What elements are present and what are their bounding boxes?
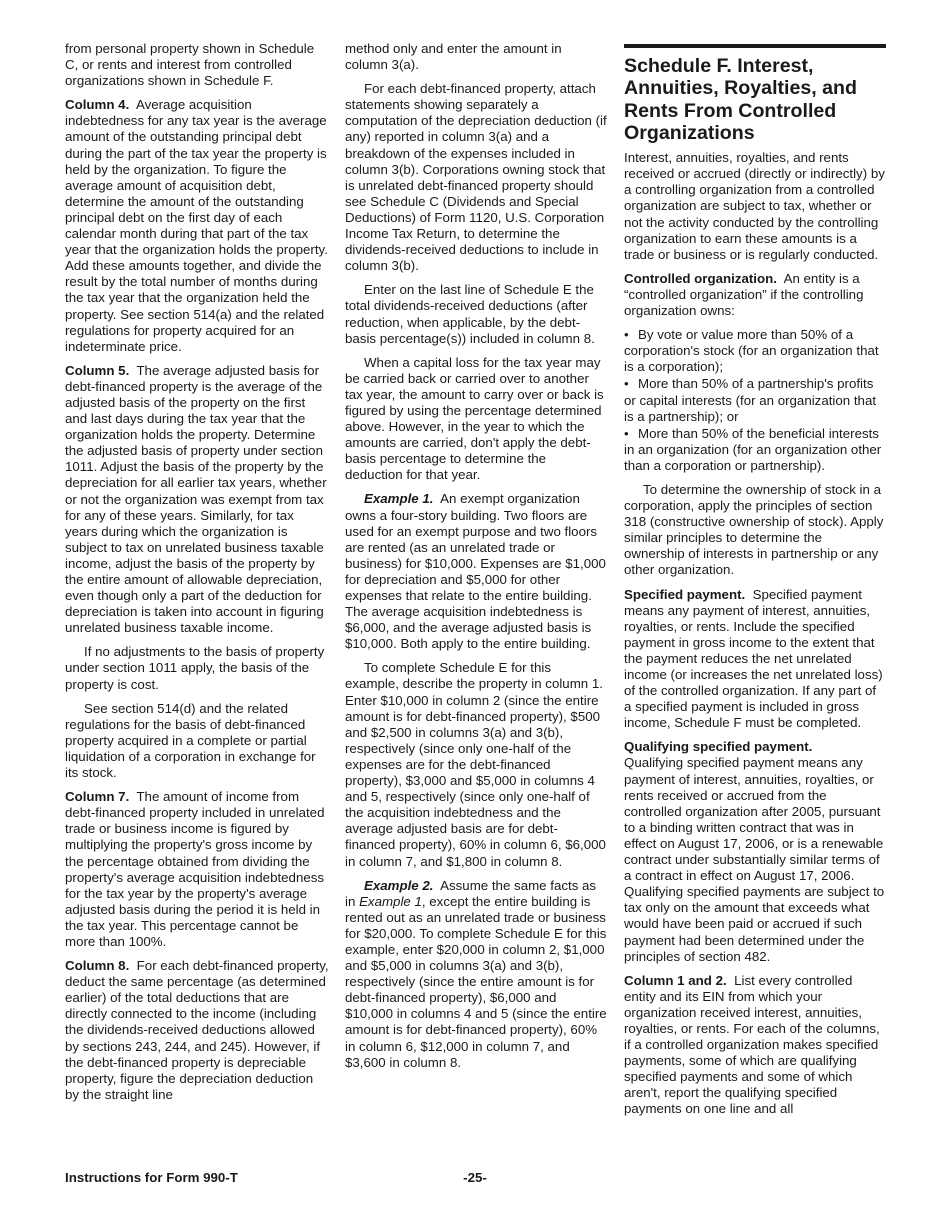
list-item (624, 376, 886, 424)
bullet-icon: • (624, 376, 629, 392)
footer-page-number: -25- (463, 1170, 487, 1185)
paragraph-example-1 (345, 491, 607, 652)
paragraph-see-514d: See section 514(d) and the related regulations for the basis of debt-financed property acquired in a complete or partial liquidation of a corporation in exchange for its stock. (65, 700, 316, 781)
text-example-2a: Assume the same facts as in (345, 877, 597, 909)
bullet-icon: • (624, 327, 629, 343)
text-column-1-2: List every controlled entity and its EIN from which your organization received interest, annuities, royalties, or rents. For each of the columns, if a controlled organization makes specified payments, some of which are qualifying specified payments and some of which aren't, report the qualifying specified payments on one line and all (624, 972, 880, 1117)
section-rule (624, 44, 886, 48)
heading-column-7: Column 7. (65, 789, 130, 805)
text-example-1: An exempt organization owns a four-story building. Two floors are used for an exempt purpose and two floors are rented (as an unrelated trade or business) for $10,000. Expenses are $1,000 for depreciation and $5,000 for other expenses that relate to the entire building. The average acquisition indebtedness is $6,000, and the average adjusted basis is $10,000. Both apply to the entire building. (345, 491, 606, 652)
list-item-text: More than 50% of a partnership's profits or capital interests (for an organization that is a partnership); or (624, 376, 877, 424)
list-item (624, 426, 886, 474)
paragraph-column-4 (65, 97, 330, 355)
paragraph-no-adjustments: If no adjustments to the basis of property under section 1011 apply, the basis of the property is cost. (65, 644, 325, 692)
column-middle (345, 41, 607, 1071)
footer-form-name: Instructions for Form 990-T (65, 1170, 238, 1185)
list-item (624, 327, 886, 375)
heading-column-4: Column 4. (65, 97, 130, 113)
heading-controlled-org: Controlled organization. (624, 270, 777, 286)
paragraph-last-line: Enter on the last line of Schedule E the total dividends-received deductions (after reduction, when applicable, by the debt-basis percentage(s)) included in column 8. (345, 282, 595, 346)
text-column-4: Average acquisition indebtedness for any tax year is the average amount of the outstanding principal debt during the part of the tax year the property is held by the organization. To figure the average amount of acquisition debt, determine the amount of the outstanding principal debt on the first day of each calendar month during that part of the tax year that the organization holds the property. Add these amounts together, and divide the result by the total number of months during the tax year that the organization held the property. See section 514(a) and the related regulations for property acquired for an indeterminate price. (65, 97, 328, 354)
paragraph-capital-loss: When a capital loss for the tax year may be carried back or carried over to another tax year, the amount to carry over or back is figured by using the percentage determined above. However, in the year to which the amounts are carried, don't apply the debt-basis percentage to determine the deduction for that year. (345, 354, 604, 483)
list-item-text: More than 50% of the beneficial interests in an organization (for an organization other than a corporation or partnership). (624, 425, 882, 473)
column-right (624, 41, 886, 1118)
schedule-f-title: Schedule F. Interest, Annuities, Royalties, and Rents From Controlled Organizations (624, 55, 857, 144)
paragraph-column-1-2 (624, 973, 886, 1118)
text-controlled-org: An entity is a “controlled organization” if the controlling organization owns: (624, 270, 864, 319)
heading-column-8: Column 8. (65, 958, 130, 974)
paragraph-ownership: To determine the ownership of stock in a corporation, apply the principles of section 318 (constructive ownership of stock). Apply similar principles to determine the ownership of interests in partnership or any other organization. (624, 481, 884, 578)
paragraph-example-2 (345, 878, 607, 1071)
ref-example-1: Example 1 (359, 893, 422, 909)
heading-column-1-2: Column 1 and 2. (624, 972, 727, 988)
paragraph-intro: Interest, annuities, royalties, and rents received or accrued (directly or indirectly) by a controlling organization from a controlled organization are subject to tax, whether or not the activity conducted by the controlling organization to earn these amounts is a trade or business or is regularly conducted. (624, 150, 885, 262)
paragraph-column-8 (65, 958, 330, 1103)
heading-column-5: Column 5. (65, 362, 130, 378)
text-column-7: The amount of income from debt-financed property included in unrelated trade or business income is figured by multiplying the property's gross income by the percentage obtained from dividing the property's average acquisition indebtedness for the tax year by the property's average adjusted basis during the period it is held in the tax year. This percentage cannot be more than 100%. (65, 789, 325, 949)
paragraph-attach-statements: For each debt-financed property, attach statements showing separately a computation of the depreciation deduction (if any) reported in column 3(a) and a breakdown of the expenses included in column 3(b). Corporations owning stock that is unrelated debt-financed property should see Schedule C (Dividends and Special Deductions) of Form 1120, U.S. Corporation Income Tax Return, to determine the dividends-received deductions to include in column 3(b). (345, 81, 607, 274)
paragraph-specified-payment (624, 587, 886, 732)
paragraph-column-7 (65, 789, 330, 950)
text-column-8: For each debt-financed property, deduct the same percentage (as determined earlier) of the total deductions that are directly connected to the income (including the dividends-received deductions allowed by sections 243, 244, and 245). However, if the debt-financed property is depreciable property, figure the depreciation deduction by the straight line (65, 958, 329, 1102)
heading-qualifying-payment: Qualifying specified payment. (624, 739, 813, 755)
text-example-2b: , except the entire building is rented out as an unrelated trade or business for $20,000. To complete Schedule E for this example, enter $20,000 in column 2, $1,000 and $5,000 in columns 3(a) and 3(b), respectively (since the entire amount is for debt-financed property), $6,000 and $10,000 in columns 4 and 5 (since the entire amount is for debt-financed property), 60% in column 6, $12,000 in column 7, and $3,600 in column 8. (345, 893, 607, 1070)
bullet-icon: • (624, 425, 629, 441)
text-column-5: The average adjusted basis for debt-financed property is the average of the adjusted basis of the property on the first and last days during the tax year that the organization holds the property. Determine the adjusted basis of property under section 1011. Adjust the basis of the property by the depreciation for all earlier tax years, whether or not the organization was exempt from tax for any of these years. Similarly, for tax years during which the organization is subject to tax on unrelated business taxable income, adjust the basis of the property by the entire amount of allowable depreciation, even though only a part of the deduction for depreciation is taken into account in figuring unrelated business taxable income. (65, 362, 327, 636)
text-qualifying-payment: Qualifying specified payment means any payment of interest, annuities, royalties, or rents received or accrued from the controlled organization after 2005, pursuant to a binding written contract that was in effect on August 17, 2006, or is a renewable contract under substantially similar terms of a contract in effect on August 17, 2006. Qualifying specified payments are subject to tax only on the amount that exceeds what would have been paid or accrued if such payment had been determined under the principles of section 482. (624, 755, 885, 964)
paragraph-continued: from personal property shown in Schedule C, or rents and interest from controlled organizations shown in Schedule F. (65, 41, 315, 89)
paragraph-column-5 (65, 363, 330, 637)
paragraph-complete-schedule-e: To complete Schedule E for this example, describe the property in column 1. Enter $10,000 in column 2 (since the entire amount is for debt-financed property), $500 and $2,500 in columns 3(a) and 3(b), respectively (since only one-half of the expenses are for the debt-financed property), $3,000 and $5,000 in columns 4 and 5, respectively (since only one-half of the acquisition indebtedness and the average adjusted basis are for debt-financed property), 60% in column 6, $6,000 in column 7, and $1,800 in column 8. (345, 660, 606, 869)
paragraph-qualifying-payment (624, 739, 886, 964)
list-item-text: By vote or value more than 50% of a corporation's stock (for an organization that is a corporation); (624, 327, 879, 375)
heading-example-2: Example 2. (364, 877, 434, 893)
paragraph-controlled-org (624, 271, 886, 319)
heading-example-1: Example 1. (364, 491, 434, 507)
column-left (65, 41, 330, 1103)
heading-specified-payment: Specified payment. (624, 586, 746, 602)
paragraph-continued: method only and enter the amount in column 3(a). (345, 41, 562, 73)
text-specified-payment: Specified payment means any payment of interest, annuities, royalties, or rents. Include the specified payment in gross income to the extent that the payment reduces the net unrelated income (or increases the net unrelated loss) of the controlled organization. If any part of a specified payment is included in gross income, Schedule F must be completed. (624, 586, 883, 731)
